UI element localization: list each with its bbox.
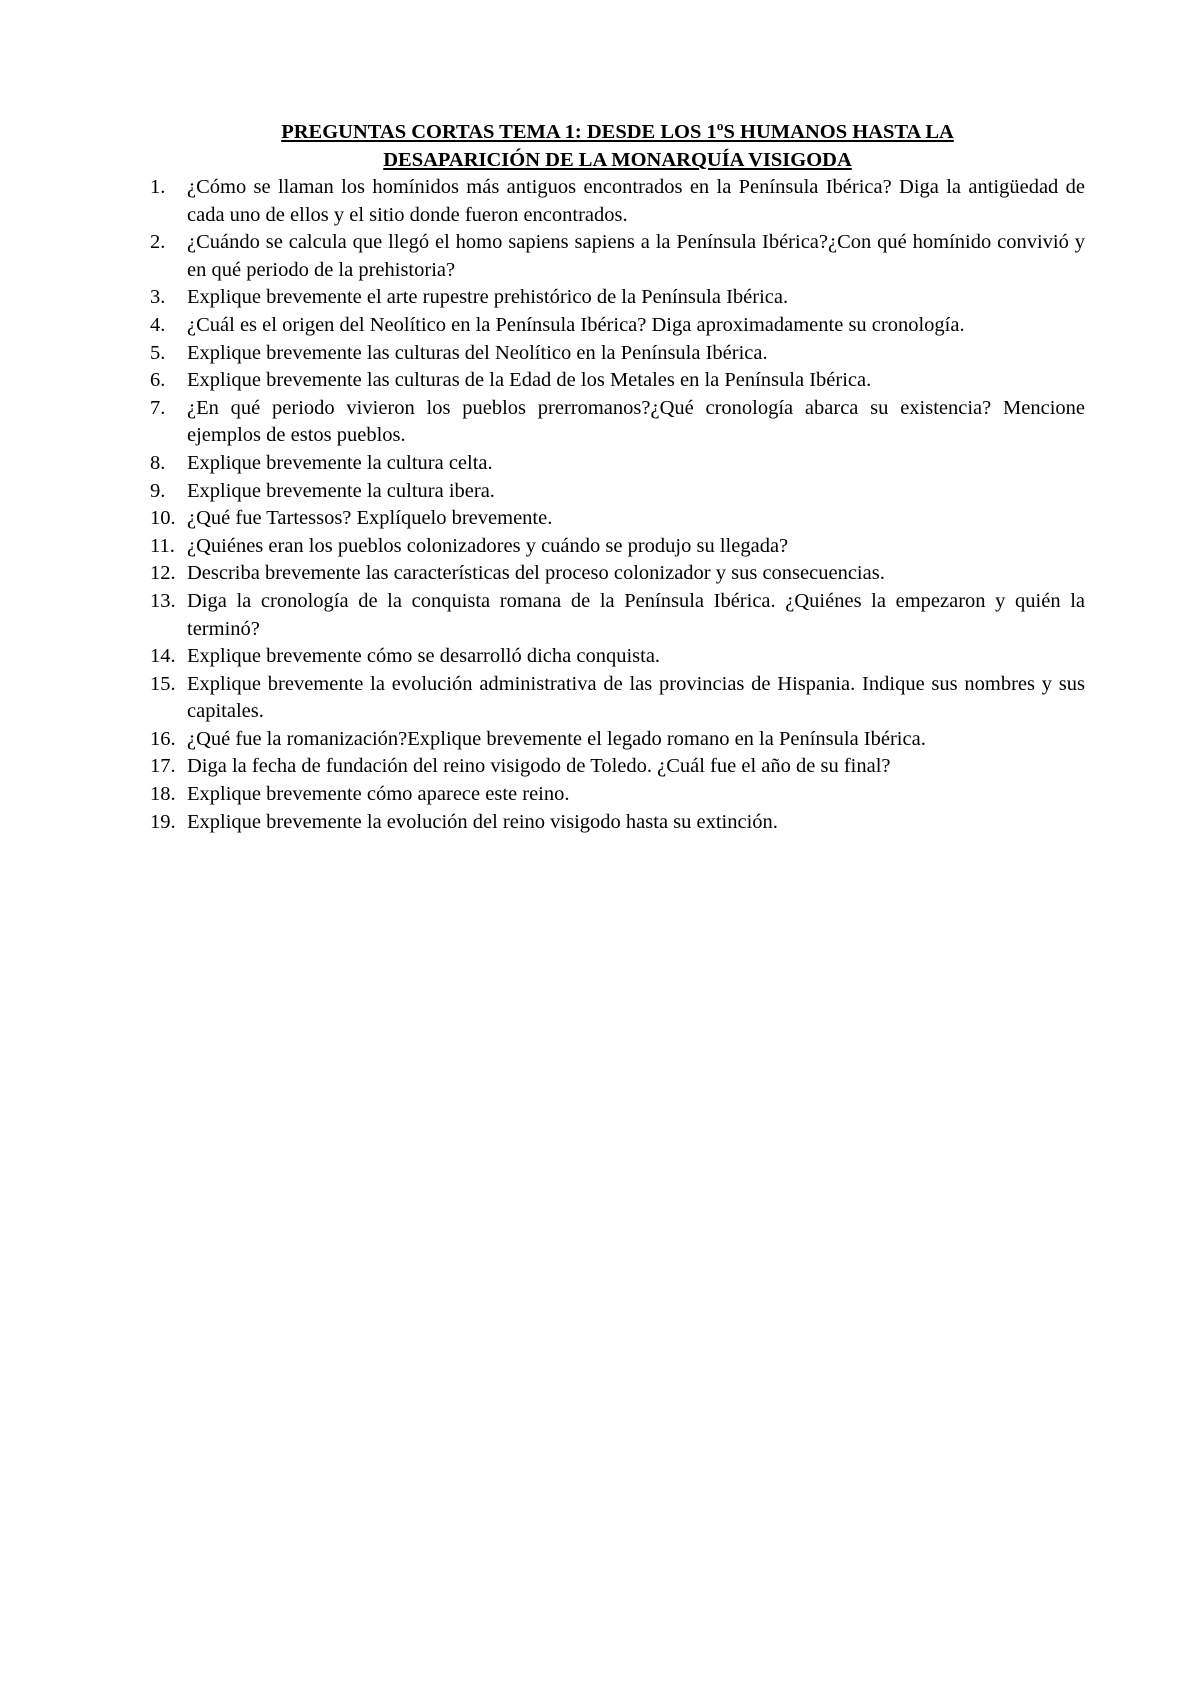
question-item [150, 478, 1085, 506]
question-number: 10. [150, 507, 176, 530]
question-text: Explique brevemente la evolución del reino visigodo hasta su extinción. [187, 810, 778, 833]
question-item [150, 174, 1085, 229]
question-number: 2. [150, 231, 166, 254]
question-number: 17. [150, 755, 176, 778]
question-number: 1. [150, 176, 166, 198]
question-number: 7. [150, 396, 166, 419]
question-number: 18. [150, 783, 176, 806]
document-content [150, 118, 1085, 836]
question-number: 3. [150, 286, 166, 309]
question-number: 15. [150, 672, 176, 695]
question-number: 4. [150, 313, 166, 336]
question-number: 5. [150, 341, 166, 364]
question-text: Explique brevemente las culturas de la Edad de los Metales en la Península Ibérica. [187, 369, 872, 392]
question-text: Explique brevemente el arte rupestre prehistórico de la Península Ibérica. [187, 286, 789, 309]
question-text: Explique brevemente la cultura ibera. [187, 479, 495, 502]
question-number: 19. [150, 810, 176, 833]
question-text: Diga la fecha de fundación del reino visigodo de Toledo. ¿Cuál fue el año de su final? [187, 755, 891, 778]
question-item [150, 560, 1085, 588]
question-text: ¿Quiénes eran los pueblos colonizadores y cuándo se produjo su llegada? [187, 534, 789, 557]
question-number: 16. [150, 727, 176, 750]
question-text: ¿Qué fue Tartessos? Explíquelo brevemente. [187, 507, 553, 530]
question-item [150, 312, 1085, 340]
question-text: Diga la cronología de la conquista romana de la Península Ibérica. ¿Quiénes la empezaron y quién la terminó? [187, 589, 1085, 640]
question-item [150, 588, 1085, 643]
question-text: ¿En qué periodo vivieron los pueblos prerromanos?¿Qué cronología abarca su existencia? Mencione ejemplos de estos pueblos. [187, 396, 1085, 447]
question-item [150, 643, 1085, 671]
question-item [150, 284, 1085, 312]
title-line-2: DESAPARICIÓN DE LA MONARQUÍA VISIGODA [383, 149, 852, 171]
question-item [150, 340, 1085, 368]
question-number: 13. [150, 589, 176, 612]
question-item [150, 505, 1085, 533]
question-item [150, 753, 1085, 781]
question-text: Explique brevemente cómo se desarrolló dicha conquista. [187, 645, 661, 668]
question-text: Explique brevemente las culturas del Neolítico en la Península Ibérica. [187, 341, 768, 364]
question-item [150, 781, 1085, 809]
question-item [150, 809, 1085, 837]
question-list [150, 174, 1085, 836]
question-number: 9. [150, 479, 166, 502]
question-item [150, 671, 1085, 726]
question-number: 14. [150, 645, 176, 668]
question-text: ¿Cuál es el origen del Neolítico en la Península Ibérica? Diga aproximadamente su cronología. [187, 313, 965, 336]
question-text: Explique brevemente la evolución administrativa de las provincias de Hispania. Indique sus nombres y sus capitales. [187, 672, 1085, 723]
question-item [150, 367, 1085, 395]
question-item [150, 229, 1085, 284]
question-item [150, 533, 1085, 561]
document-title [150, 118, 1085, 174]
question-number: 6. [150, 369, 166, 392]
question-number: 11. [150, 534, 175, 557]
question-text: Explique brevemente la cultura celta. [187, 451, 493, 474]
question-text: ¿Cuándo se calcula que llegó el homo sapiens sapiens a la Península Ibérica?¿Con qué homínido convivió y en qué periodo de la prehistoria? [187, 231, 1085, 281]
question-item [150, 726, 1085, 754]
question-text: ¿Cómo se llaman los homínidos más antiguos encontrados en la Península Ibérica? Diga la antigüedad de cada uno de ellos y el sitio donde fueron encontrados. [187, 176, 1085, 226]
question-text: Describa brevemente las características del proceso colonizador y sus consecuencias. [187, 562, 885, 585]
question-item [150, 395, 1085, 450]
question-item [150, 450, 1085, 478]
question-text: Explique brevemente cómo aparece este reino. [187, 783, 570, 806]
question-number: 12. [150, 562, 176, 585]
question-number: 8. [150, 451, 166, 474]
question-text: ¿Qué fue la romanización?Explique brevemente el legado romano en la Península Ibérica. [187, 727, 926, 750]
title-line-1: PREGUNTAS CORTAS TEMA 1: DESDE LOS 1ºS HUMANOS HASTA LA [281, 121, 954, 143]
